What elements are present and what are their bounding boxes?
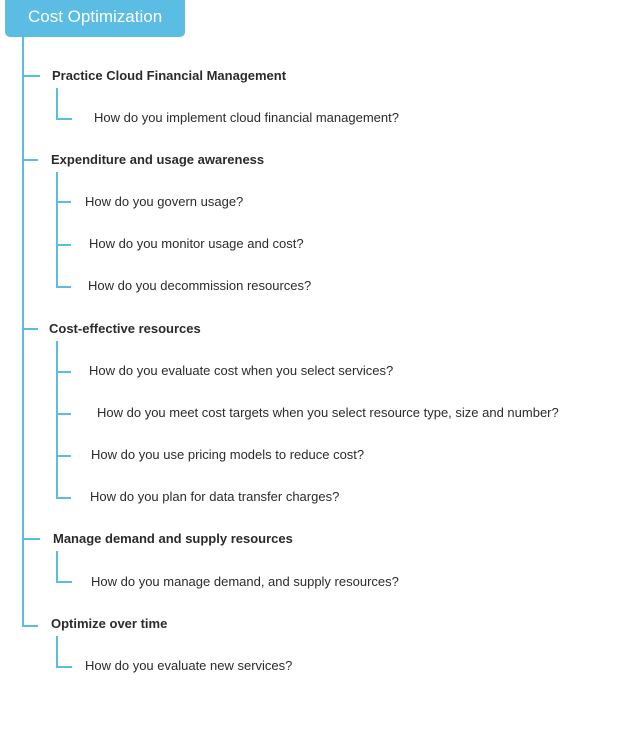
question-connector: [56, 666, 72, 668]
branch-line: [56, 636, 58, 668]
category-connector: [22, 159, 38, 161]
question-item[interactable]: How do you evaluate new services?: [85, 658, 293, 673]
branch-line: [56, 172, 58, 288]
question-connector: [56, 581, 72, 583]
question-connector: [56, 497, 71, 499]
category-connector: [22, 625, 38, 627]
category-connector: [22, 328, 38, 330]
question-item[interactable]: How do you manage demand, and supply resources?: [91, 574, 399, 589]
question-item[interactable]: How do you monitor usage and cost?: [89, 236, 304, 251]
branch-line: [56, 341, 58, 499]
question-connector: [56, 244, 71, 246]
question-item[interactable]: How do you use pricing models to reduce cost?: [91, 447, 365, 462]
question-connector: [56, 201, 71, 203]
question-item[interactable]: How do you meet cost targets when you select resource type, size and number?: [97, 405, 559, 420]
category-connector: [22, 538, 40, 540]
question-connector: [56, 286, 71, 288]
root-node-cost-optimization[interactable]: [5, 0, 185, 37]
question-connector: [56, 118, 72, 120]
category-expenditure-and-usage-awareness[interactable]: Expenditure and usage awareness: [51, 152, 265, 167]
question-item[interactable]: How do you decommission resources?: [88, 278, 312, 293]
question-item[interactable]: How do you implement cloud financial management?: [94, 110, 399, 125]
question-item[interactable]: How do you govern usage?: [85, 194, 244, 209]
category-connector: [22, 75, 40, 77]
question-connector: [56, 413, 71, 415]
question-item[interactable]: How do you plan for data transfer charges?: [90, 489, 340, 504]
question-connector: [56, 455, 71, 457]
category-cost-effective-resources[interactable]: Cost-effective resources: [49, 321, 201, 336]
question-connector: [56, 371, 71, 373]
category-practice-cloud-financial-management[interactable]: Practice Cloud Financial Management: [52, 68, 287, 83]
branch-line: [56, 551, 58, 583]
category-manage-demand-and-supply-resources[interactable]: Manage demand and supply resources: [53, 531, 293, 546]
question-item[interactable]: How do you evaluate cost when you select services?: [89, 363, 394, 378]
branch-line: [56, 88, 58, 120]
category-optimize-over-time[interactable]: Optimize over time: [51, 616, 168, 631]
root-node-label: Cost Optimization: [28, 7, 163, 26]
